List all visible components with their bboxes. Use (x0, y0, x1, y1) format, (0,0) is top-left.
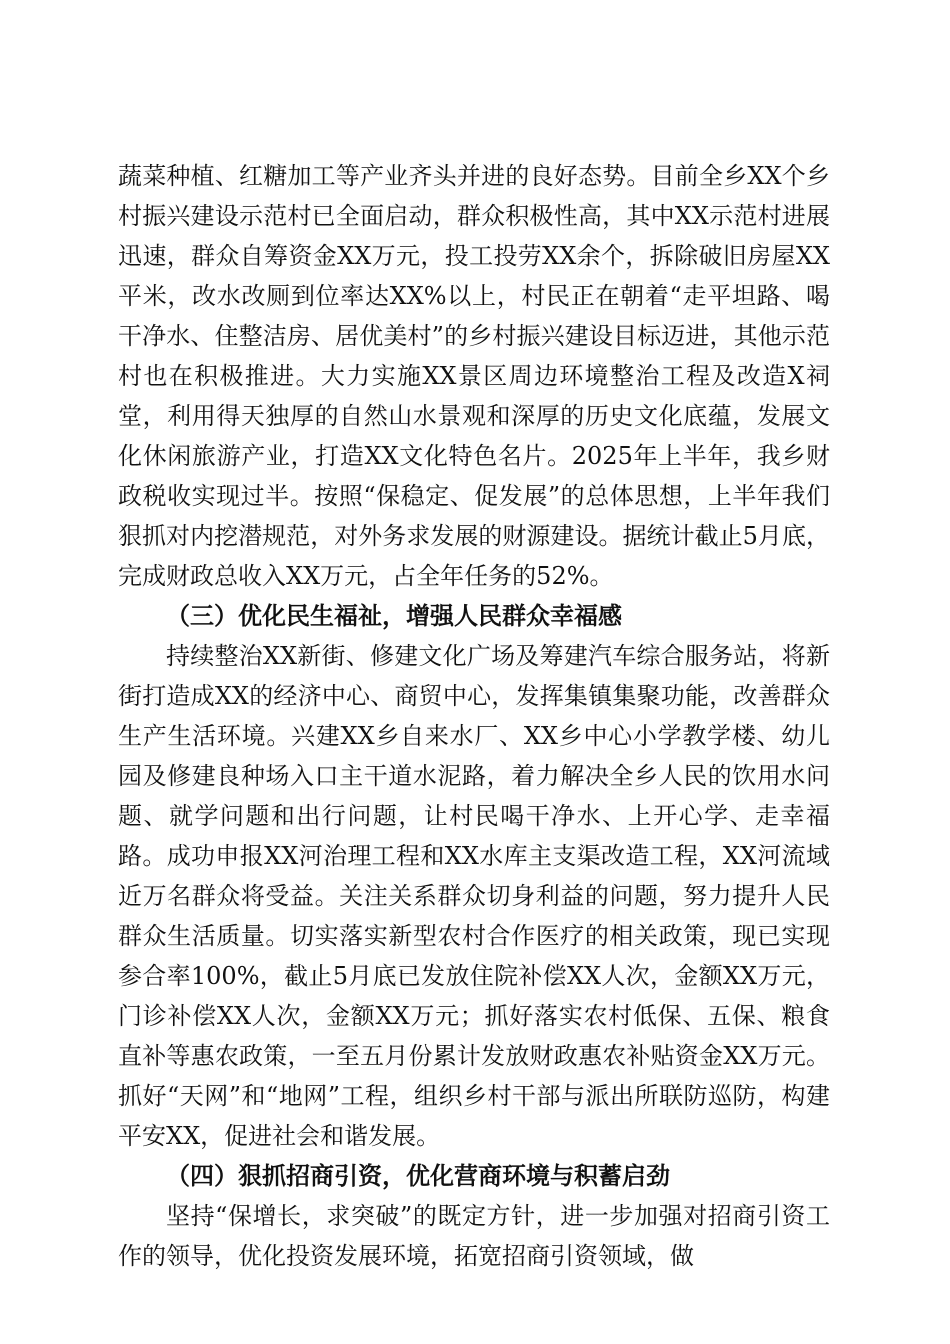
paragraph-continued: 蔬菜种植、红糖加工等产业齐头并进的良好态势。目前全乡XX个乡村振兴建设示范村已全面启动，群众积极性高，其中XX示范村进展迅速，群众自筹资金XX万元，投工投劳XX余个，拆除破旧房屋XX平米，改水改厕到位率达XX%以上，村民正在朝着“走平坦路、喝干净水、住整洁房、居优美村”的乡村振兴建设目标迈进，其他示范村也在积极推进。大力实施XX景区周边环境整治工程及改造X祠堂，利用得天独厚的自然山水景观和深厚的历史文化底蕴，发展文化休闲旅游产业，打造XX文化特色名片。2025年上半年，我乡财政税收实现过半。按照“保稳定、促发展”的总体思想，上半年我们狠抓对内挖潜规范，对外务求发展的财源建设。据统计截止5月底，完成财政总收入XX万元，占全年任务的52%。 (118, 162, 830, 590)
section-heading-4: （四）狠抓招商引资，优化营商环境与积蓄启劲 (166, 1161, 670, 1190)
section-heading-3: （三）优化民生福祉，增强人民群众幸福感 (166, 601, 622, 630)
paragraph-section-4: 坚持“保增长，求突破”的既定方针，进一步加强对招商引资工作的领导，优化投资发展环境，拓宽招商引资领域，做 (118, 1202, 830, 1270)
paragraph-section-3: 持续整治XX新街、修建文化广场及筹建汽车综合服务站，将新街打造成XX的经济中心、商贸中心，发挥集镇集聚功能，改善群众生产生活环境。兴建XX乡自来水厂、XX乡中心小学教学楼、幼儿园及修建良种场入口主干道水泥路，着力解决全乡人民的饮用水问题、就学问题和出行问题，让村民喝干净水、上开心学、走幸福路。成功申报XX河治理工程和XX水库主支渠改造工程，XX河流域近万名群众将受益。关注关系群众切身利益的问题，努力提升人民群众生活质量。切实落实新型农村合作医疗的相关政策，现已实现参合率100%，截止5月底已发放住院补偿XX人次，金额XX万元，门诊补偿XX人次，金额XX万元；抓好落实农村低保、五保、粮食直补等惠农政策，一至五月份累计发放财政惠农补贴资金XX万元。抓好“天网”和“地网”工程，组织乡村干部与派出所联防巡防，构建平安XX，促进社会和谐发展。 (118, 642, 830, 1150)
document-body (118, 156, 830, 1276)
